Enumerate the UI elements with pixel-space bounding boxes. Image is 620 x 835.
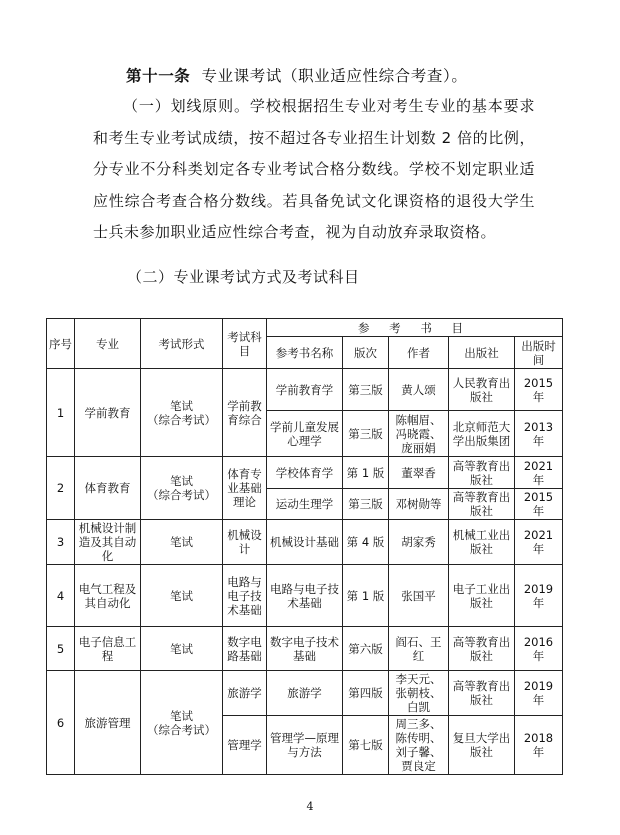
table-body [47, 319, 563, 775]
book-title: 电路与电子技术基础 [267, 565, 343, 627]
book-edition: 第三版 [343, 411, 389, 457]
book-edition: 第七版 [343, 716, 389, 775]
row-exam-form: 笔试 （综合考试） [141, 369, 223, 457]
book-author: 李天元、张朝枝、白凯 [389, 671, 449, 716]
book-edition: 第 4 版 [343, 520, 389, 565]
table-row [47, 457, 563, 489]
book-title: 运动生理学 [267, 489, 343, 520]
book-title: 数字电子技术基础 [267, 627, 343, 671]
book-edition: 第三版 [343, 369, 389, 411]
book-title: 机械设计基础 [267, 520, 343, 565]
book-publisher: 人民教育出版社 [449, 369, 515, 411]
book-edition: 第四版 [343, 671, 389, 716]
header-year: 出版时间 [515, 337, 563, 369]
book-year: 2015 年 [515, 489, 563, 520]
book-publisher: 高等教育出版社 [449, 489, 515, 520]
book-edition: 第六版 [343, 627, 389, 671]
book-edition: 第 1 版 [343, 457, 389, 489]
header-row [47, 319, 563, 337]
book-year: 2019 年 [515, 565, 563, 627]
row-seq: 4 [47, 565, 75, 627]
table-row [47, 369, 563, 411]
row-seq: 5 [47, 627, 75, 671]
book-title: 旅游学 [267, 671, 343, 716]
header-publisher: 出版社 [449, 337, 515, 369]
table-row [47, 565, 563, 627]
book-year: 2015 年 [515, 369, 563, 411]
row-major: 电子信息工程 [75, 627, 141, 671]
row-exam-form: 笔试 [141, 627, 223, 671]
header-refbooks: 参 考 书 目 [267, 319, 563, 337]
row-seq: 1 [47, 369, 75, 457]
book-author: 董翠香 [389, 457, 449, 489]
row-exam-form: 笔试 [141, 565, 223, 627]
header-seq: 序号 [47, 319, 75, 369]
reference-books-table [46, 318, 563, 775]
header-book: 参考书名称 [267, 337, 343, 369]
book-year: 2018 年 [515, 716, 563, 775]
row-exam-form: 笔试 [141, 520, 223, 565]
book-publisher: 北京师范大学出版集团 [449, 411, 515, 457]
table-row [47, 627, 563, 671]
page-number: 4 [306, 800, 314, 813]
paragraph-exam-subjects-heading: （二）专业课考试方式及考试科目 [127, 268, 360, 286]
book-edition: 第三版 [343, 489, 389, 520]
row-exam-subject: 机械设计 [223, 520, 267, 565]
book-year: 2016 年 [515, 627, 563, 671]
row-exam-form: 笔试 （综合考试） [141, 457, 223, 520]
book-title: 学校体育学 [267, 457, 343, 489]
book-publisher: 高等教育出版社 [449, 457, 515, 489]
book-author: 邓树勋等 [389, 489, 449, 520]
table-row [47, 520, 563, 565]
book-edition: 第 1 版 [343, 565, 389, 627]
row-seq: 2 [47, 457, 75, 520]
article-heading [126, 64, 467, 86]
row-exam-subject: 管理学 [223, 716, 267, 775]
book-author: 阎石、王红 [389, 627, 449, 671]
article-title: 专业课考试（职业适应性综合考查）。 [201, 67, 468, 85]
book-year: 2013 年 [515, 411, 563, 457]
row-major: 体育教育 [75, 457, 141, 520]
header-subject: 考试科目 [223, 319, 267, 369]
row-major: 电气工程及其自动化 [75, 565, 141, 627]
book-author: 胡家秀 [389, 520, 449, 565]
header-major: 专业 [75, 319, 141, 369]
paragraph-cutoff-principle: （一）划线原则。学校根据招生专业对考生专业的基本要求和考生专业考试成绩，按不超过各专业招生计划数 2 倍的比例，分专业不分科类划定各专业考试合格分数线。学校不划定职业适应性综合考查合格分数线。若具备免试文化课资格的退役大学生士兵未参加职业适应性综合考查，视为自动放弃录取资格。 [93, 97, 535, 241]
row-major: 机械设计制造及其自动化 [75, 520, 141, 565]
book-author: 陈帼眉、冯晓霞、庞丽娟 [389, 411, 449, 457]
row-major: 学前教育 [75, 369, 141, 457]
row-exam-subject: 学前教育综合 [223, 369, 267, 457]
row-exam-subject: 数字电路基础 [223, 627, 267, 671]
book-title: 学前儿童发展心理学 [267, 411, 343, 457]
book-author: 周三多、陈传明、刘子馨、贾良定 [389, 716, 449, 775]
book-title: 管理学—原理与方法 [267, 716, 343, 775]
book-author: 黄人颂 [389, 369, 449, 411]
book-publisher: 机械工业出版社 [449, 520, 515, 565]
row-seq: 3 [47, 520, 75, 565]
book-publisher: 复旦大学出版社 [449, 716, 515, 775]
table-row [47, 671, 563, 716]
book-year: 2021 年 [515, 520, 563, 565]
header-form: 考试形式 [141, 319, 223, 369]
book-publisher: 高等教育出版社 [449, 627, 515, 671]
book-title: 学前教育学 [267, 369, 343, 411]
row-exam-subject: 体育专业基础理论 [223, 457, 267, 520]
row-exam-form: 笔试 （综合考试） [141, 671, 223, 775]
book-year: 2019 年 [515, 671, 563, 716]
row-major: 旅游管理 [75, 671, 141, 775]
article-number: 第十一条 [126, 67, 191, 85]
book-publisher: 高等教育出版社 [449, 671, 515, 716]
row-exam-subject: 电路与电子技术基础 [223, 565, 267, 627]
row-exam-subject: 旅游学 [223, 671, 267, 716]
book-author: 张国平 [389, 565, 449, 627]
book-publisher: 电子工业出版社 [449, 565, 515, 627]
header-edition: 版次 [343, 337, 389, 369]
header-author: 作者 [389, 337, 449, 369]
row-seq: 6 [47, 671, 75, 775]
book-year: 2021 年 [515, 457, 563, 489]
